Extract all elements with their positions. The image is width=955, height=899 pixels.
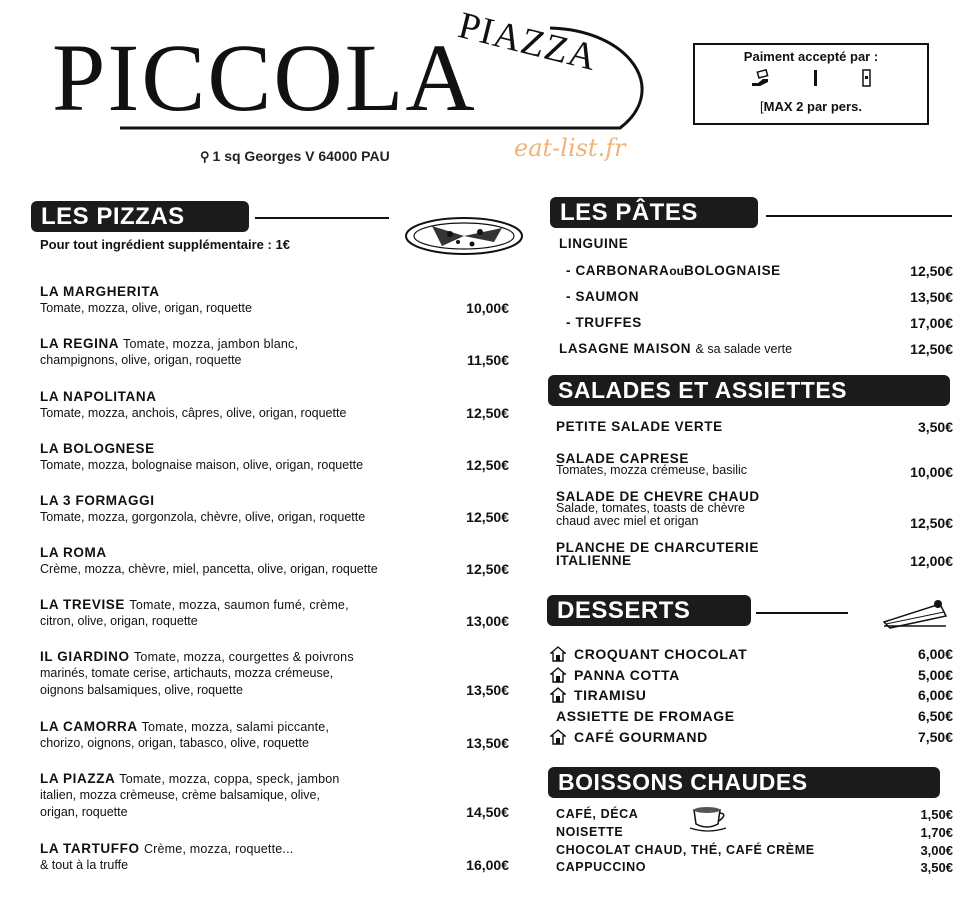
pizza-name-text: LA TREVISE [40,597,126,612]
drink-price: 1,70€ [920,825,953,840]
address-text: 1 sq Georges V 64000 PAU [212,148,390,164]
pizza-name-text: LA MARGHERITA [40,284,160,299]
homemade-house-icon [550,667,566,683]
pizza-name [40,545,107,560]
pizza-desc-line: & tout à la truffe [40,858,129,872]
salad-name: SALADE DE CHEVRE CHAUD [556,489,760,504]
location-pin-icon: ⚲ [200,149,210,164]
salad-desc-line: ITALIENNE [556,553,632,568]
pizza-price: 13,50€ [466,735,509,751]
desserts-section-title: DESSERTS [547,595,751,626]
pasta-price: 17,00€ [910,315,953,331]
lasagne-name [559,341,792,356]
pizza-name-text: LA BOLOGNESE [40,441,155,456]
pizza-price: 12,50€ [466,509,509,525]
pizza-inline-desc: Crème, mozza, roquette... [143,842,294,856]
address [200,148,390,165]
pizza-name [40,389,157,404]
payment-max-text: MAX 2 par pers. [763,99,862,114]
salad-desc-line: Salade, tomates, toasts de chèvre [556,501,745,515]
pizza-desc-line: Tomate, mozza, olive, origan, roquette [40,301,252,315]
pasta-name-text: - SAUMON [566,289,640,304]
pizza-price: 12,50€ [466,561,509,577]
payment-icons [695,69,927,87]
pizza-name-text: IL GIARDINO [40,649,130,664]
dessert-name: PANNA COTTA [574,667,680,683]
pizza-name-text: LA 3 FORMAGGI [40,493,155,508]
drink-name: NOISETTE [556,825,624,839]
pizza-desc-line: Tomate, mozza, anchois, câpres, olive, origan, roquette [40,406,347,420]
pizzas-extra-note: Pour tout ingrédient supplémentaire : 1€ [40,237,290,252]
pizza-price: 12,50€ [466,405,509,421]
lasagne-price: 12,50€ [910,341,953,357]
pizza-name [40,841,293,856]
drink-price: 1,50€ [920,807,953,822]
pizza-inline-desc: Tomate, mozza, saumon fumé, crème, [129,598,349,612]
drink-price: 3,00€ [920,843,953,858]
pizza-inline-desc: Tomate, mozza, jambon blanc, [123,337,299,351]
bracket-icon: [ [760,99,764,114]
drink-name: CHOCOLAT CHAUD, THÉ, CAFÉ CRÈME [556,843,815,857]
dessert-price: 6,50€ [917,708,953,724]
pizza-desc-line: champignons, olive, origan, roquette [40,353,242,367]
pizza-name-text: LA REGINA [40,336,119,351]
pizza-desc-line: italien, mozza crèmeuse, crème balsamique, olive, [40,788,320,802]
pizza-name [40,336,298,351]
salad-name: PLANCHE DE CHARCUTERIE [556,540,759,555]
salad-desc-line: chaud avec miel et origan [556,514,699,528]
pizza-price: 13,00€ [466,613,509,629]
dessert-price: 6,00€ [917,687,953,703]
pizza-desc-line: oignons balsamiques, olive, roquette [40,683,243,697]
dessert-name: CAFÉ GOURMAND [574,729,708,745]
pizza-desc-line: citron, olive, origan, roquette [40,614,198,628]
pates-title-rule [766,215,952,217]
payment-box [693,43,929,125]
salad-price: 12,00€ [910,553,953,569]
boissons-section-title: BOISSONS CHAUDES [548,767,940,798]
salades-section-title: SALADES ET ASSIETTES [548,375,950,406]
pizza-name-text: LA PIAZZA [40,771,115,786]
pizza-name-text: LA TARTUFFO [40,841,140,856]
pizzas-section-title: LES PIZZAS [31,201,249,232]
pizza-price: 13,50€ [466,682,509,698]
dessert-name: ASSIETTE DE FROMAGE [556,708,735,724]
pasta-name-alt: BOLOGNAISE [684,263,781,278]
pizza-inline-desc: Tomate, mozza, courgettes & poivrons [133,650,354,664]
pasta-name-text: - CARBONARA [566,263,670,278]
pizza-desc-line: marinés, tomate cerise, artichauts, mozza crémeuse, [40,666,334,680]
pizza-name [40,441,155,456]
coffee-cup-icon [688,804,732,832]
lasagne-suffix: & sa salade verte [695,342,793,356]
payment-title: Paiment accepté par : [743,49,879,64]
dessert-price: 7,50€ [917,729,953,745]
drink-name: CAPPUCCINO [556,860,647,874]
pizza-inline-desc: Tomate, mozza, coppa, speck, jambon [119,772,340,786]
salad-price: 10,00€ [910,464,953,480]
salad-price: 3,50€ [917,419,953,435]
pizza-desc-line: Crème, mozza, chèvre, miel, pancetta, olive, origan, roquette [40,562,378,576]
pizza-desc-line: chorizo, oignons, origan, tabasco, olive, roquette [40,736,309,750]
pizza-name [40,649,354,664]
pasta-price: 13,50€ [910,289,953,305]
dessert-price: 5,00€ [917,667,953,683]
pizza-name [40,719,329,734]
pizza-name [40,493,155,508]
pizzas-title-rule [255,217,389,219]
dessert-name: TIRAMISU [574,687,647,703]
pasta-price: 12,50€ [910,263,953,279]
homemade-house-icon [550,646,566,662]
pizza-price: 12,50€ [466,457,509,473]
pizza-name-text: LA CAMORRA [40,719,138,734]
pasta-name [566,263,781,278]
pizza-name [40,284,160,299]
pizza-price: 16,00€ [466,857,509,873]
pasta-name [566,289,639,304]
logo-piazza-text: PIAZZA [454,4,602,80]
pizza-icon [402,212,526,260]
ticket-icon [862,69,872,87]
pizza-name-text: LA ROMA [40,545,107,560]
pizza-name-text: LA NAPOLITANA [40,389,157,404]
salad-price: 12,50€ [910,515,953,531]
pasta-name [566,315,642,330]
pizza-desc-line: origan, roquette [40,805,128,819]
lasagne-name-text: LASAGNE MAISON [559,341,692,356]
dessert-name: CROQUANT CHOCOLAT [574,646,748,662]
pasta-name-text: - TRUFFES [566,315,642,330]
payment-max [695,99,927,114]
pates-section-title: LES PÂTES [550,197,758,228]
salad-name: SALADE CAPRESE [556,451,689,466]
dessert-price: 6,00€ [917,646,953,662]
logo-piccola-text: PICCOLA [52,24,477,131]
salad-name: PETITE SALADE VERTE [556,419,723,434]
cash-hand-icon [750,69,770,87]
homemade-house-icon [550,687,566,703]
pizza-price: 11,50€ [466,352,509,368]
card-icon [812,69,820,87]
pizza-name [40,597,349,612]
linguine-label: LINGUINE [559,236,629,251]
pizza-inline-desc: Tomate, mozza, salami piccante, [141,720,330,734]
pasta-or: ou [669,264,685,278]
pizza-desc-line: Tomate, mozza, gorgonzola, chèvre, olive, origan, roquette [40,510,366,524]
pizza-desc-line: Tomate, mozza, bolognaise maison, olive, origan, roquette [40,458,364,472]
watermark: eat-list.fr [514,134,626,162]
pizza-price: 14,50€ [466,804,509,820]
drink-name: CAFÉ, DÉCA [556,807,639,821]
homemade-house-icon [550,729,566,745]
drink-price: 3,50€ [920,860,953,875]
pizza-name [40,771,340,786]
cake-icon [880,596,950,632]
desserts-title-rule [756,612,848,614]
salad-desc-line: Tomates, mozza crémeuse, basilic [556,463,748,477]
pizza-price: 10,00€ [466,300,509,316]
